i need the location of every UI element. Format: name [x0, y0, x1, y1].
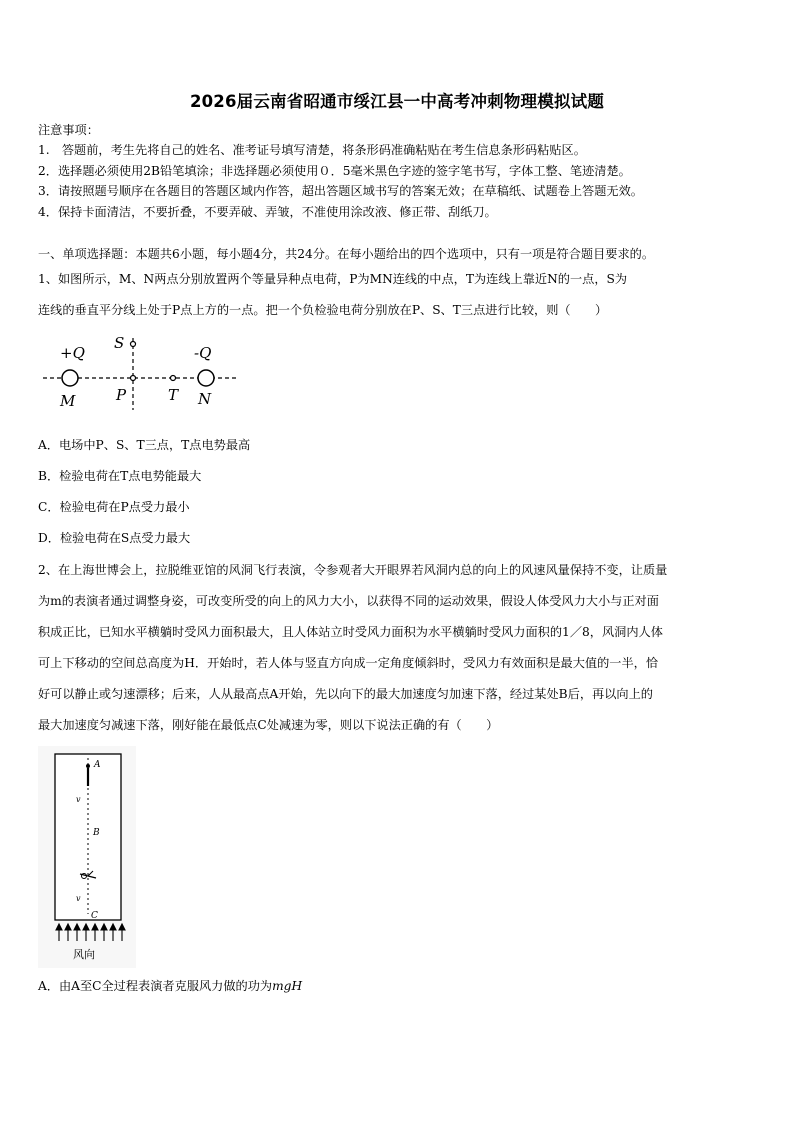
notice-item-3: 3．请按照题号顺序在各题目的答题区域内作答，超出答题区域书写的答案无效；在草稿纸、试题卷上答题无效。 — [38, 184, 643, 198]
label-m: M — [60, 392, 76, 410]
notice-heading: 注意事项： — [38, 123, 99, 137]
q2-stem-line-3: 积成正比，已知水平横躺时受风力面积最大，且人体站立时受风力面积为水平横躺时受风力面积的1／8，风洞内人体 — [38, 625, 663, 639]
q1-charge-diagram — [38, 330, 248, 410]
q2-option-a — [38, 978, 302, 994]
q2-option-a-text: A．由A至C全过程表演者克服风力做的功为 — [38, 979, 273, 993]
point-s-dot — [131, 342, 136, 347]
q1-option-b: B．检验电荷在T点电势能最大 — [38, 469, 202, 483]
q2-stem-line-2: 为m的表演者通过调整身姿，可改变所受的向上的风力大小，以获得不同的运动效果，假设人体受风力大小与正对面 — [38, 594, 659, 608]
q1-option-a: A．电场中P、S、T三点，T点电势最高 — [38, 438, 251, 452]
point-t-dot — [171, 376, 176, 381]
label-c: C — [91, 911, 98, 921]
charge-m-circle — [62, 370, 78, 386]
notice-item-1: 1. 答题前，考生先将自己的姓名、准考证号填写清楚，将条形码准确粘贴在考生信息条形码粘贴区。 — [38, 143, 586, 157]
notice-item-2: 2．选择题必须使用2B铅笔填涂；非选择题必须使用０．5毫米黑色字迹的签字笔书写，字体工整、笔迹清楚。 — [38, 164, 631, 178]
label-b: B — [93, 828, 100, 838]
label-p: P — [116, 386, 127, 404]
q1-stem-line-2: 连线的垂直平分线上处于P点上方的一点。把一个负检验电荷分别放在P、S、T三点进行比较，则（ ） — [38, 303, 608, 317]
q2-option-a-expr: mgH — [272, 979, 303, 993]
wind-direction-label: 风向 — [73, 948, 95, 961]
q2-stem-line-1: 2、在上海世博会上，拉脱维亚馆的风洞飞行表演，令参观者大开眼界若风洞内总的向上的风速风量保持不变，让质量 — [38, 563, 668, 577]
notice-item-4: 4．保持卡面清洁，不要折叠，不要弄破、弄皱，不准使用涂改液、修正带、刮纸刀。 — [38, 205, 497, 219]
label-n: N — [198, 390, 212, 408]
label-plus-q: +Q — [60, 344, 85, 362]
q2-wind-tunnel-diagram — [38, 746, 138, 968]
label-s: S — [114, 334, 125, 352]
page-title: 2026届云南省昭通市绥江县一中高考冲刺物理模拟试题 — [189, 92, 605, 111]
charge-n-circle — [198, 370, 214, 386]
q2-stem-line-5: 好可以静止或匀速漂移；后来，人从最高点A开始，先以向下的最大加速度匀加速下落，经过某处B后，再以向上的 — [38, 687, 653, 701]
q2-stem-line-4: 可上下移动的空间总高度为H．开始时，若人体与竖直方向成一定角度倾斜时，受风力有效面积是最大值的一半，恰 — [38, 656, 659, 670]
point-p-dot — [131, 376, 136, 381]
label-minus-q: -Q — [194, 344, 212, 362]
label-v-1: v — [76, 795, 81, 804]
q1-option-c: C．检验电荷在P点受力最小 — [38, 500, 190, 514]
section-heading: 一、单项选择题：本题共6小题，每小题4分，共24分。在每小题给出的四个选项中，只有一项是符合题目要求的。 — [38, 247, 655, 261]
q1-stem-line-1: 1、如图所示，M、N两点分别放置两个等量异种点电荷，P为MN连线的中点，T为连线上靠近N的一点，S为 — [38, 272, 628, 286]
label-a: A — [94, 760, 101, 770]
q2-stem-line-6: 最大加速度匀减速下落，刚好能在最低点C处减速为零，则以下说法正确的有（ ） — [38, 718, 499, 732]
label-t: T — [168, 386, 179, 404]
label-v-2: v — [76, 894, 81, 903]
q1-option-d: D．检验电荷在S点受力最大 — [38, 531, 191, 545]
